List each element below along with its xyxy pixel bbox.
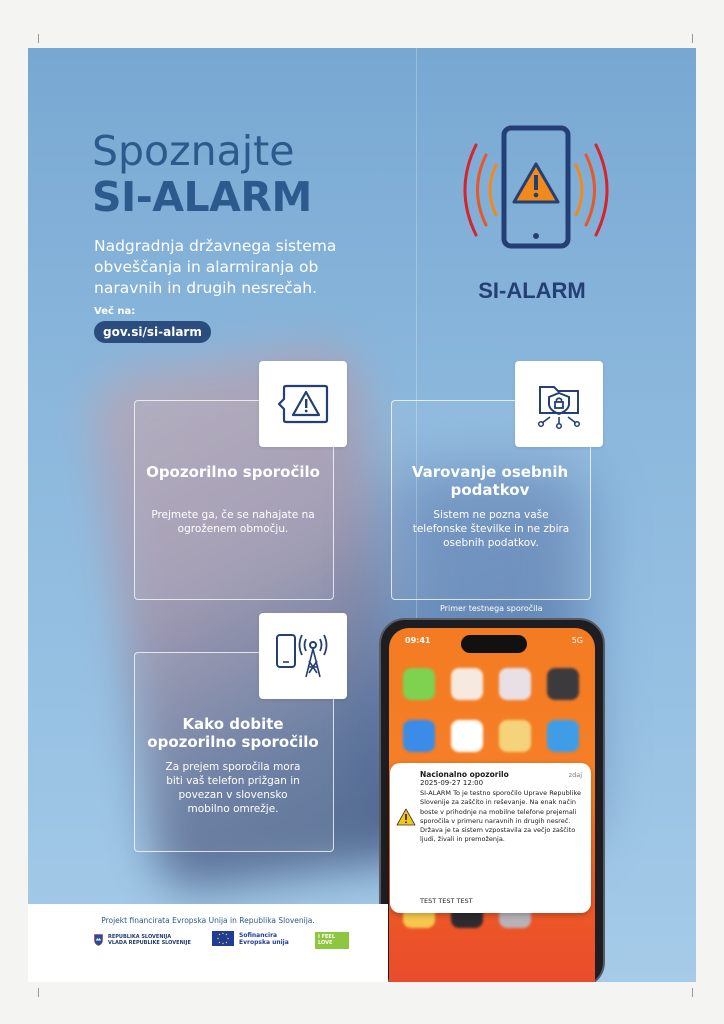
funding-text: Projekt financirata Evropska Unija in Republika Slovenija. [101, 916, 315, 925]
phone-antenna-icon [273, 631, 333, 681]
app-icon [403, 720, 435, 752]
notification-date: 2025-09-27 12:00 [420, 779, 484, 787]
website-link[interactable]: gov.si/si-alarm [94, 321, 211, 343]
notification-title: Nacionalno opozorilo [420, 770, 509, 779]
app-icon [547, 668, 579, 700]
secure-folder-icon [532, 379, 586, 429]
dynamic-island [461, 635, 527, 653]
funding-footer [28, 904, 388, 982]
card-title: Kako dobite opozorilno sporočilo [147, 715, 319, 751]
subtitle: Nadgradnja državnega sistema obveščanja in alarmiranja ob naravnih in drugih nesrečah. [94, 237, 337, 297]
crop-mark [692, 988, 693, 997]
alert-notification[interactable] [390, 763, 591, 913]
logo-text: SI-ALARM [478, 278, 586, 303]
eu-line2: Evropska unija [239, 938, 289, 946]
title-line1: Spoznajte [92, 127, 295, 175]
notification-body: SI-ALARM To je testno sporočilo Uprave Republike Slovenije za zaščito in reševanje. Na enak način boste v prihodnje na mobilne telefone prejemali sporočila v primeru naravnih in drugih nesreč. Država je ta sistem vzpostavila za večjo zaščito ljudi, živali in premoženja. [420, 789, 581, 844]
crop-mark [38, 34, 39, 43]
app-icon [451, 668, 483, 700]
card-icon-box [259, 613, 347, 699]
status-time: 09:41 [405, 636, 431, 645]
notification-time: zdaj [568, 771, 582, 779]
card-text: Sistem ne pozna vaše telefonske številke in ne zbira osebnih podatkov. [412, 509, 570, 549]
card-title: Opozorilno sporočilo [146, 463, 320, 481]
card-title: Varovanje osebnih podatkov [411, 463, 569, 499]
card-icon-box [259, 361, 347, 447]
status-icons: 5G [571, 636, 583, 645]
eu-line1: Sofinancira [239, 931, 278, 939]
crop-mark [38, 988, 39, 997]
card-text: Prejmete ga, če se nahajate na ogroženem območju. [151, 509, 315, 535]
crop-mark [692, 34, 693, 43]
page-title [92, 128, 312, 220]
example-caption: Primer testnega sporočila [440, 604, 543, 613]
gov-logo [94, 934, 191, 946]
warning-icon [396, 808, 416, 826]
eu-flag-icon [212, 931, 234, 946]
app-icon [451, 720, 483, 752]
app-icon [499, 720, 531, 752]
gov-line1: REPUBLIKA SLOVENIJA [108, 934, 172, 940]
app-icon [547, 720, 579, 752]
card-text: Za prejem sporočila mora biti vaš telefon prižgan in povezan v slovensko mobilno omrežje. [165, 761, 301, 815]
i-feel-slovenia-logo [315, 932, 349, 949]
app-icon [499, 668, 531, 700]
more-label: Več na: [94, 306, 136, 317]
eu-logo [212, 931, 289, 946]
speech-bubble-warning-icon [277, 384, 329, 424]
notification-footer: TEST TEST TEST [420, 897, 473, 905]
title-line2: SI-ALARM [92, 173, 312, 221]
coat-of-arms-icon [94, 934, 103, 946]
phone-alert-icon [436, 120, 636, 260]
ifeel-line1: I FEEL [318, 934, 336, 940]
poster [28, 48, 696, 982]
ifeel-line2: LOVE [318, 940, 333, 946]
gov-line2: VLADA REPUBLIKE SLOVENIJE [108, 940, 191, 946]
app-icon [403, 668, 435, 700]
card-icon-box [515, 361, 603, 447]
